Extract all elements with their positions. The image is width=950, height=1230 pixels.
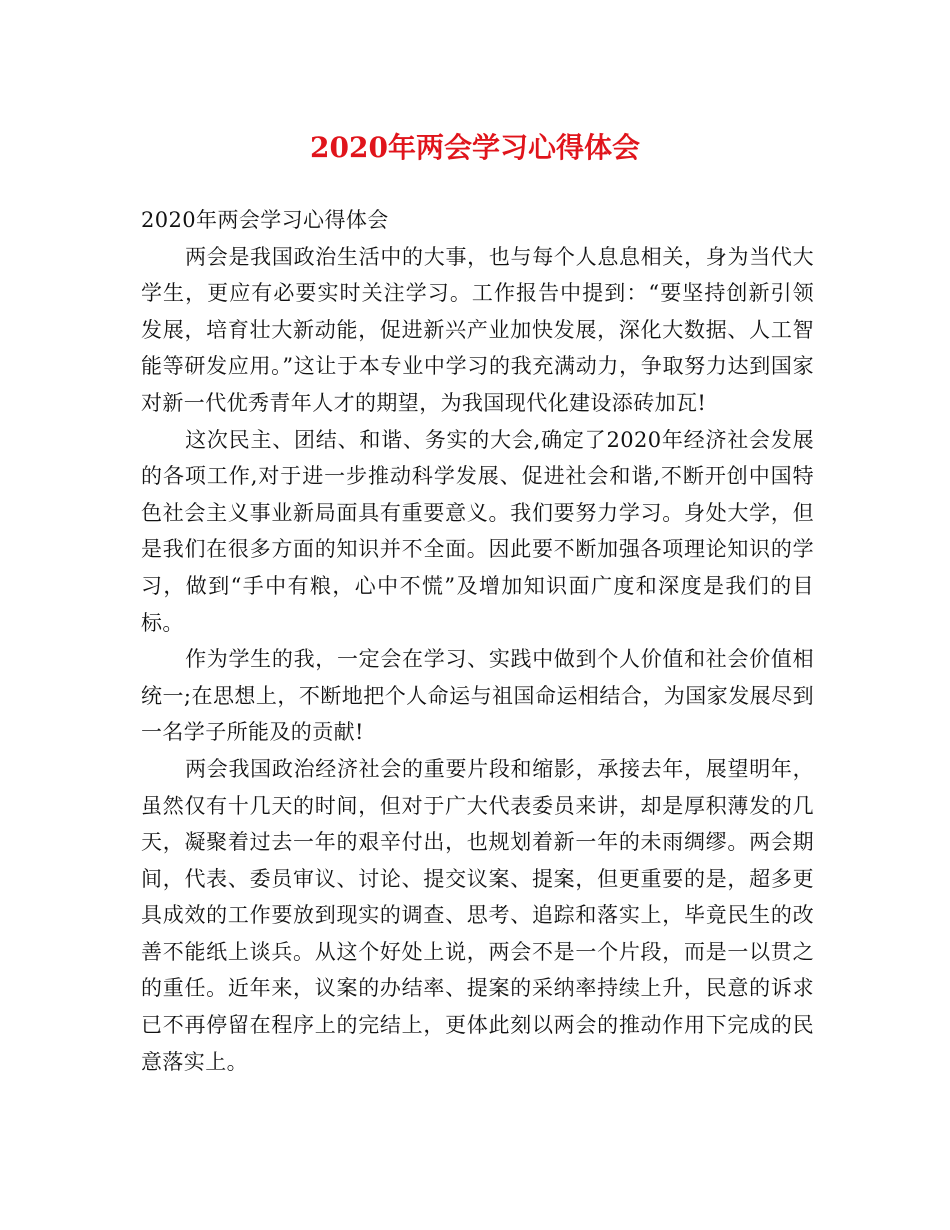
document-body xyxy=(141,202,814,1080)
paragraph-1: 两会是我国政治生活中的大事，也与每个人息息相关，身为当代大学生，更应有必要实时关注学习。工作报告中提到：“要坚持创新引领发展，培育壮大新动能，促进新兴产业加快发展，深化大数据、人工智能等研发应用。”这让于本专业中学习的我充满动力，争取努力达到国家对新一代优秀青年人才的期望，为我国现代化建设添砖加瓦! xyxy=(141,244,814,415)
paragraph-2: 这次民主、团结、和谐、务实的大会,确定了2020年经济社会发展的各项工作,对于进一步推动科学发展、促进社会和谐,不断开创中国特色社会主义事业新局面具有重要意义。我们要努力学习。身处大学，但是我们在很多方面的知识并不全面。因此要不断加强各项理论知识的学习，做到“手中有粮，心中不慌”及增加知识面广度和深度是我们的目标。 xyxy=(141,427,814,635)
document-subtitle: 2020年两会学习心得体会 xyxy=(141,208,389,232)
paragraph-3: 作为学生的我，一定会在学习、实践中做到个人价值和社会价值相统一;在思想上，不断地把个人命运与祖国命运相结合，为国家发展尽到一名学子所能及的贡献! xyxy=(141,647,814,745)
document-title: 2020年两会学习心得体会 xyxy=(310,131,640,164)
paragraph-4: 两会我国政治经济社会的重要片段和缩影，承接去年，展望明年，虽然仅有十几天的时间，但对于广大代表委员来讲，却是厚积薄发的几天，凝聚着过去一年的艰辛付出，也规划着新一年的未雨绸缪。两会期间，代表、委员审议、讨论、提交议案、提案，但更重要的是，超多更具成效的工作要放到现实的调查、思考、追踪和落实上，毕竟民生的改善不能纸上谈兵。从这个好处上说，两会不是一个片段，而是一以贯之的重任。近年来，议案的办结率、提案的采纳率持续上升，民意的诉求已不再停留在程序上的完结上，更体此刻以两会的推动作用下完成的民意落实上。 xyxy=(141,756,814,1074)
